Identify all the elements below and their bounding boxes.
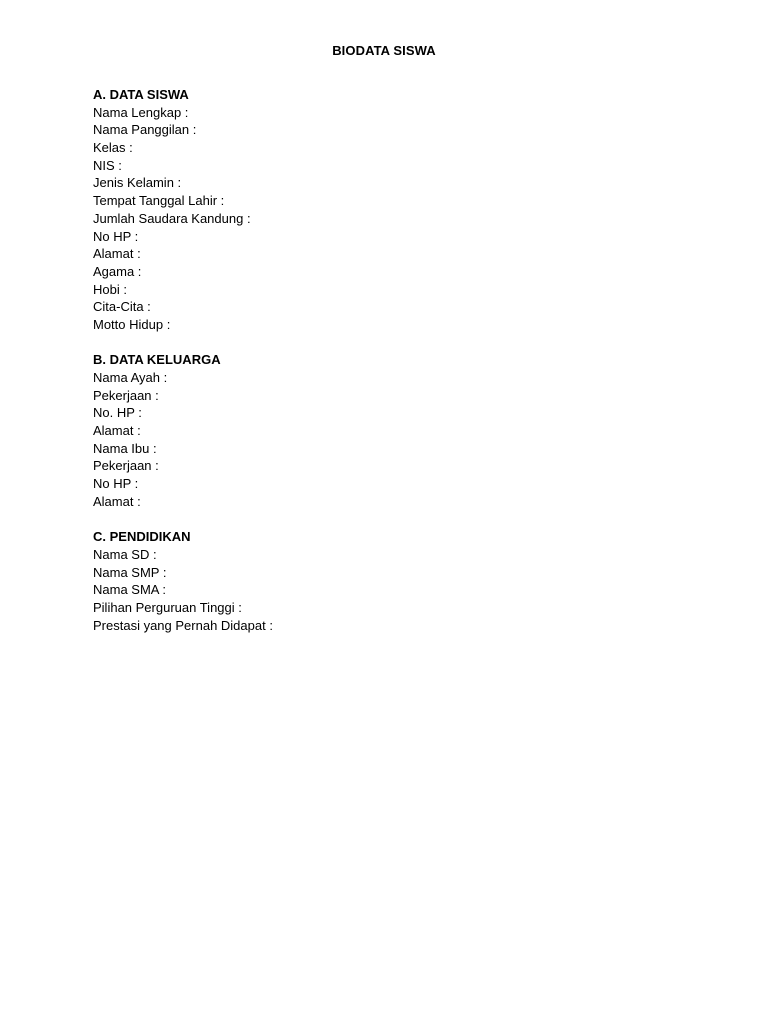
field-hobi: Hobi : (93, 281, 127, 297)
field-nama-lengkap: Nama Lengkap : (93, 104, 189, 120)
field-no-hp-ibu: No HP : (93, 476, 139, 492)
field-pilihan-perguruan-tinggi: Pilihan Perguruan Tinggi : (93, 599, 242, 615)
field-no-hp: No HP : (93, 228, 139, 244)
field-nama-ayah: Nama Ayah : (93, 370, 168, 385)
section-pendidikan (93, 528, 693, 634)
field-alamat-ayah: Alamat : (93, 423, 141, 439)
document-title: BIODATA SISWA (332, 43, 436, 58)
field-prestasi: Prestasi yang Pernah Didapat : (93, 617, 273, 633)
field-nama-panggilan: Nama Panggilan : (93, 122, 197, 138)
section-heading: A. DATA SISWA (93, 87, 189, 102)
field-cita-cita: Cita-Cita : (93, 299, 151, 315)
section-heading: C. PENDIDIKAN (93, 529, 191, 545)
section-data-keluarga (93, 351, 693, 510)
field-motto-hidup: Motto Hidup : (93, 316, 171, 332)
field-no-hp-ayah: No. HP : (93, 405, 142, 421)
field-jenis-kelamin: Jenis Kelamin : (93, 175, 182, 191)
field-nama-sd: Nama SD : (93, 546, 157, 562)
field-nama-ibu: Nama Ibu : (93, 440, 157, 456)
field-kelas: Kelas : (93, 140, 133, 156)
field-nis: NIS : (93, 157, 122, 173)
field-tempat-tanggal-lahir: Tempat Tanggal Lahir : (93, 193, 225, 209)
field-alamat-ibu: Alamat : (93, 493, 141, 509)
document-content (93, 86, 693, 652)
field-alamat: Alamat : (93, 246, 141, 262)
field-agama: Agama : (93, 263, 142, 279)
section-data-siswa (93, 86, 693, 334)
section-heading: B. DATA KELUARGA (93, 352, 221, 368)
field-jumlah-saudara-kandung: Jumlah Saudara Kandung : (93, 210, 251, 226)
field-pekerjaan-ayah: Pekerjaan : (93, 387, 159, 403)
field-pekerjaan-ibu: Pekerjaan : (93, 458, 159, 474)
field-nama-sma: Nama SMA : (93, 582, 166, 598)
field-nama-smp: Nama SMP : (93, 564, 167, 580)
